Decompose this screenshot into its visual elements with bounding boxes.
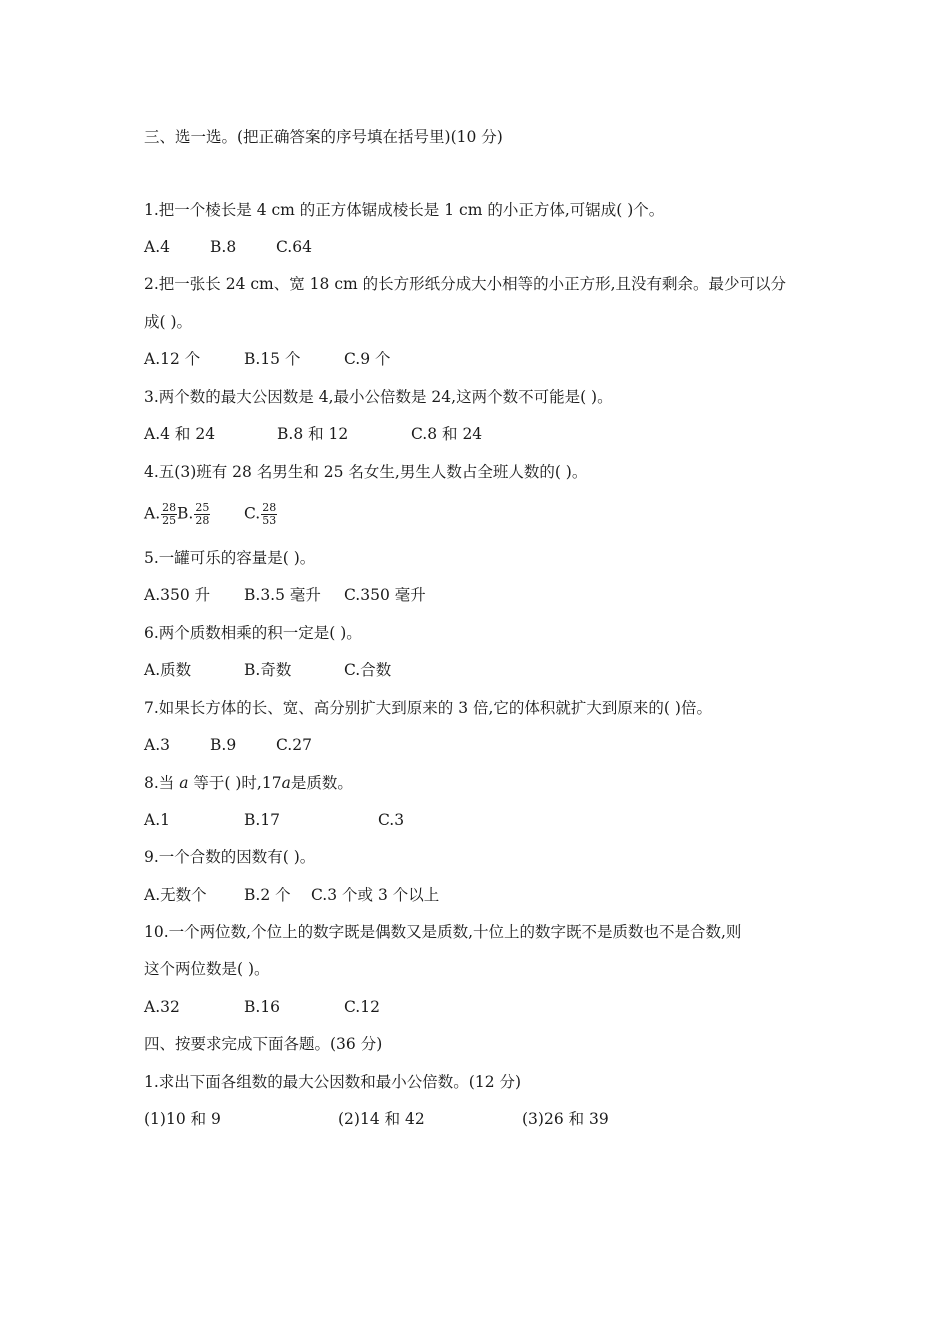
option-c: C.8 和 24 — [411, 425, 483, 443]
fraction: $\frac{28}{53}$ — [262, 501, 277, 527]
option-a: A.4 — [144, 238, 170, 256]
section3-title: 三、选一选。(把正确答案的序号填在括号里)(10 分) — [144, 128, 503, 146]
option-b: B.3.5 毫升 — [244, 586, 321, 604]
question-10-cont: 这个两位数是( )。 — [144, 960, 270, 978]
option-c: C. $\frac{28}{53}$ — [244, 501, 277, 527]
option-c: C.64 — [276, 238, 312, 256]
question-8: 8.当 a 等于( )时,17a是质数。 — [144, 774, 353, 792]
option-a: A.3 — [144, 736, 170, 754]
option-a: A.1 — [144, 811, 170, 829]
question-6: 6.两个质数相乘的积一定是( )。 — [144, 624, 362, 642]
section4-title: 四、按要求完成下面各题。(36 分) — [144, 1035, 383, 1053]
item-2: (2)14 和 42 — [338, 1110, 425, 1128]
option-a: A.质数 — [144, 661, 192, 679]
question-9: 9.一个合数的因数有( )。 — [144, 848, 316, 866]
item-1: (1)10 和 9 — [144, 1110, 221, 1128]
question-2: 2.把一张长 24 cm、宽 18 cm 的长方形纸分成大小相等的小正方形,且没有剩余。最少可以分 — [144, 275, 787, 293]
option-c: C.350 毫升 — [344, 586, 426, 604]
option-a: A.12 个 — [144, 350, 201, 368]
question-5: 5.一罐可乐的容量是( )。 — [144, 549, 316, 567]
option-a: A.无数个 — [144, 886, 207, 904]
question-3: 3.两个数的最大公因数是 4,最小公倍数是 24,这两个数不可能是( )。 — [144, 388, 613, 406]
option-c: C.27 — [276, 736, 312, 754]
question-4: 4.五(3)班有 28 名男生和 25 名女生,男生人数占全班人数的( )。 — [144, 463, 588, 481]
option-b: B.17 — [244, 811, 281, 829]
option-c: C.9 个 — [344, 350, 391, 368]
option-c: C.合数 — [344, 661, 392, 679]
option-a: A.4 和 24 — [144, 425, 216, 443]
option-c: C.3 个或 3 个以上 — [311, 886, 440, 904]
question-1: 1.把一个棱长是 4 cm 的正方体锯成棱长是 1 cm 的小正方体,可锯成( )个。 — [144, 201, 665, 219]
option-a: A. $\frac{28}{25}$ — [144, 501, 177, 527]
option-b: B.9 — [210, 736, 237, 754]
option-b: B.15 个 — [244, 350, 301, 368]
option-a: A.350 升 — [144, 586, 211, 604]
option-b: B.奇数 — [244, 661, 292, 679]
option-b: B.8 和 12 — [277, 425, 349, 443]
question-10: 10.一个两位数,个位上的数字既是偶数又是质数,十位上的数字既不是质数也不是合数,则 — [144, 923, 742, 941]
option-a: A.32 — [144, 998, 180, 1016]
option-b: B.16 — [244, 998, 281, 1016]
option-b: B.2 个 — [244, 886, 291, 904]
fraction: $\frac{25}{28}$ — [195, 501, 210, 527]
option-b: B.8 — [210, 238, 237, 256]
option-c: C.12 — [344, 998, 380, 1016]
option-c: C.3 — [378, 811, 405, 829]
question-2-cont: 成( )。 — [144, 313, 193, 331]
question-7: 7.如果长方体的长、宽、高分别扩大到原来的 3 倍,它的体积就扩大到原来的( )倍。 — [144, 699, 712, 717]
fraction: $\frac{28}{25}$ — [162, 501, 177, 527]
section4-question-1: 1.求出下面各组数的最大公因数和最小公倍数。(12 分) — [144, 1073, 522, 1091]
option-b: B. $\frac{25}{28}$ — [177, 501, 210, 527]
item-3: (3)26 和 39 — [522, 1110, 609, 1128]
